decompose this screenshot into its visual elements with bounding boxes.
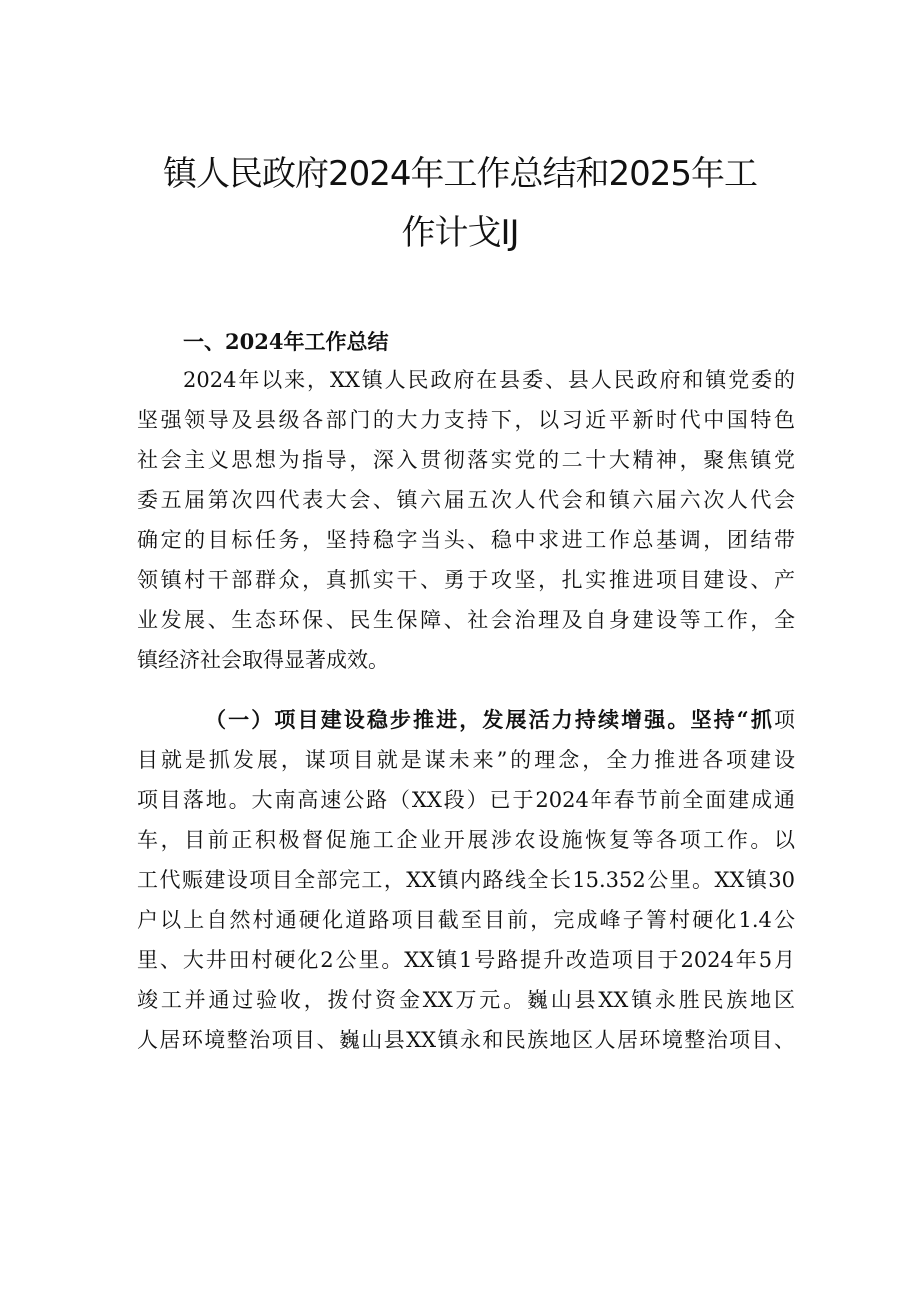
paragraph-2-first-line (205, 706, 795, 734)
paragraph-2-line: 工代赈建设项目全部完工，XX镇内路线全长15.352公里。XX镇30 (137, 868, 795, 892)
paragraph-2-line: 户以上自然村通硬化道路项目截至目前，完成峰子箐村硬化1.4公 (137, 908, 795, 932)
paragraph-2-line: 里、大井田村硬化2公里。XX镇1号路提升改造项目于2024年5月 (137, 948, 795, 972)
paragraph-2-line: 项目落地。大南高速公路（XX段）已于2024年春节前全面建成通 (137, 788, 795, 812)
paragraph-1-line: 确定的目标任务，坚持稳字当头、稳中求进工作总基调，团结带 (137, 528, 795, 552)
paragraph-1-line: 社会主义思想为指导，深入贯彻落实党的二十大精神，聚焦镇党 (137, 448, 795, 472)
document-title-line-2: 作计戈IJ (401, 213, 519, 253)
paragraph-1-line: 镇经济社会取得显著成效。 (137, 648, 389, 672)
paragraph-1-line: 2024年以来，XX镇人民政府在县委、县人民政府和镇党委的 (183, 368, 795, 392)
paragraph-2-bold-lead: （一）项目建设稳步推进，发展活力持续增强。坚持“抓 (205, 707, 774, 732)
paragraph-2-line: 竣工并通过验收，拨付资金XX万元。巍山县XX镇永胜民族地区 (137, 988, 795, 1012)
paragraph-2-line: 目就是抓发展，谋项目就是谋未来”的理念，全力推进各项建设 (137, 748, 795, 772)
paragraph-1-line: 业发展、生态环保、民生保障、社会治理及自身建设等工作，全 (137, 608, 795, 632)
paragraph-2-first-tail: 项 (774, 708, 795, 732)
paragraph-1-line: 委五届第次四代表大会、镇六届五次人代会和镇六届六次人代会 (137, 488, 795, 512)
document-title-line-1: 镇人民政府2024年工作总结和2025年工 (162, 154, 758, 194)
paragraph-2-line: 车，目前正积极督促施工企业开展涉农设施恢复等各项工作。以 (137, 828, 795, 852)
paragraph-1-line: 领镇村干部群众，真抓实干、勇于攻坚，扎实推进项目建设、产 (137, 568, 795, 592)
section-heading: 一、2024年工作总结 (183, 329, 389, 354)
paragraph-2-line: 人居环境整治项目、巍山县XX镇永和民族地区人居环境整治项目、 (137, 1028, 795, 1052)
paragraph-1-line: 坚强领导及县级各部门的大力支持下，以习近平新时代中国特色 (137, 408, 795, 432)
